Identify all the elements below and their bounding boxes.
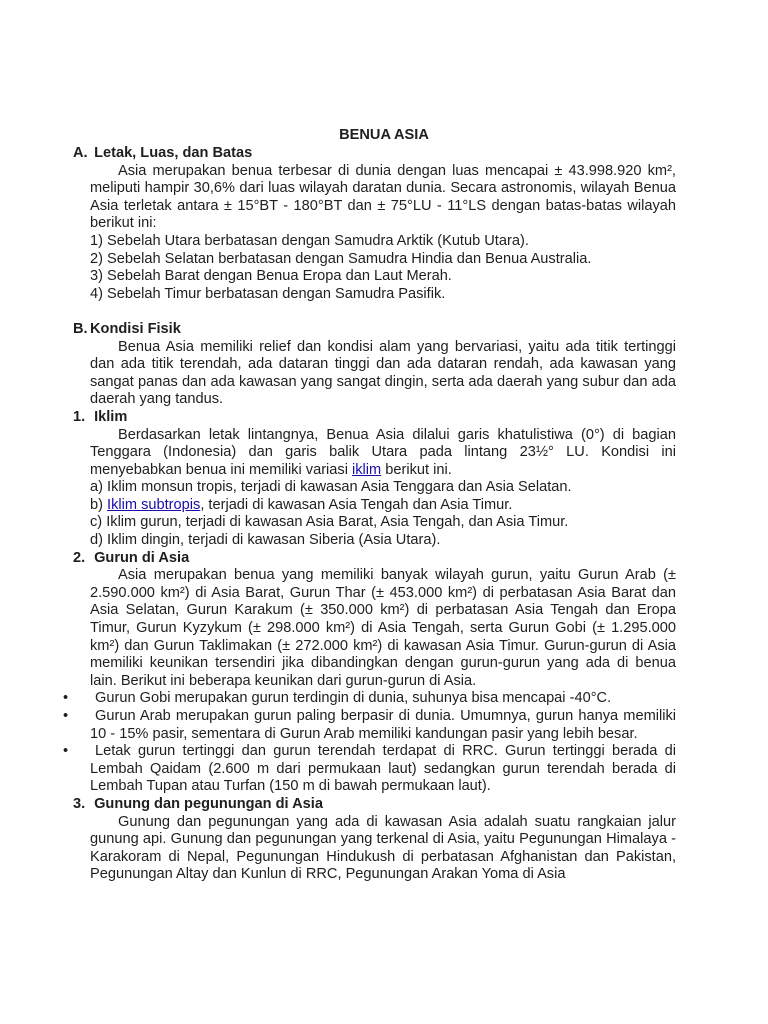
section-b-number: B. xyxy=(73,320,88,337)
desert-bullet xyxy=(63,690,676,708)
gunung-heading xyxy=(73,796,676,814)
iklim-paragraph-end: berikut ini. xyxy=(385,461,452,478)
gurun-title: Gurun di Asia xyxy=(94,549,190,566)
desert-bullet-text: Gurun Gobi merupakan gurun terdingin di dunia, suhunya bisa mencapai -40°C. xyxy=(95,690,612,707)
boundary-item: 4) Sebelah Timur berbatasan dengan Samudra Pasifik. xyxy=(90,285,446,302)
iklim-subtropis-link[interactable]: Iklim subtropis xyxy=(107,496,201,513)
climate-item: c) Iklim gurun, terjadi di kawasan Asia Barat, Asia Tengah, dan Asia Timur. xyxy=(90,514,569,531)
iklim-number: 1. xyxy=(73,408,86,425)
document-title: BENUA ASIA xyxy=(339,127,429,143)
iklim-paragraph xyxy=(90,427,676,480)
gunung-title: Gunung dan pegunungan di Asia xyxy=(94,795,323,812)
boundary-item: 1) Sebelah Utara berbatasan dengan Samudra Arktik (Kutub Utara). xyxy=(90,232,529,249)
desert-bullet-text: Gurun Arab merupakan gurun paling berpasir di dunia. Umumnya, gurun hanya memiliki 10 - 15% pasir, sementara di Gurun Arab memiliki kandungan pasir yang lebih besar. xyxy=(90,708,676,742)
boundary-item: 3) Sebelah Barat dengan Benua Eropa dan Laut Merah. xyxy=(90,268,452,285)
section-b-paragraph: Benua Asia memiliki relief dan kondisi alam yang bervariasi, yaitu ada titik tertinggi dan ada titik terendah, ada dataran tinggi dan ada dataran rendah, ada kawasan yang sangat panas dan ada kawasan yang sangat dingin, serta ada daerah yang subur dan ada daerah yang tandus. xyxy=(90,338,676,408)
gurun-paragraph: Asia merupakan benua yang memiliki banyak wilayah gurun, yaitu Gurun Arab (± 2.590.000 km²) di Asia Barat, Gurun Thar (± 453.000 km²) di perbatasan Asia Barat dan Asia Selatan, Gurun Karakum (± 350.000 km²) di perbatasan Asia Tengah dan Eropa Timur, Gurun Kyzykum (± 298.000 km²) di Asia Tengah, serta Gurun Gobi (± 1.295.000 km²) dan Gurun Taklimakan (± 272.000 km²) di kawasan Asia Timur. Gurun-gurun di Asia memiliki keunikan tersendiri jika dibandingkan dengan gurun-gurun yang ada di benua lain. Berikut ini beberapa keunikan dari gurun-gurun di Asia. xyxy=(90,567,676,689)
section-a-title: Letak, Luas, dan Batas xyxy=(94,145,253,161)
desert-bullet-text: Letak gurun tertinggi dan gurun terendah terdapat di RRC. Gurun tertinggi berada di Lembah Qaidam (2.600 m dari permukaan laut) sedangkan gurun terendah berada di Lembah Tupan atau Turfan (150 m di bawah permukaan laut). xyxy=(90,743,676,795)
bullet-marker: • xyxy=(63,690,69,707)
climate-item xyxy=(90,497,676,515)
section-b-title: Kondisi Fisik xyxy=(90,320,181,337)
climate-item-prefix: b) xyxy=(90,496,103,513)
desert-bullet xyxy=(63,708,676,743)
boundary-item: 2) Sebelah Selatan berbatasan dengan Samudra Hindia dan Benua Australia. xyxy=(90,250,592,267)
iklim-heading xyxy=(73,409,676,427)
spacer xyxy=(90,303,676,321)
section-a-number: A. xyxy=(73,145,88,161)
section-a-heading xyxy=(73,145,676,163)
section-b-heading xyxy=(73,321,676,339)
desert-bullet xyxy=(63,743,676,796)
climate-item: d) Iklim dingin, terjadi di kawasan Siberia (Asia Utara). xyxy=(90,532,441,549)
document-body xyxy=(63,145,676,884)
gunung-paragraph: Gunung dan pegunungan yang ada di kawasan Asia adalah suatu rangkaian jalur gunung api. Gunung dan pegunungan yang terkenal di Asia, yaitu Pegunungan Himalaya - Karakoram di Nepal, Pegunungan Hindukush di perbatasan Afghanistan dan Pakistan, Pegunungan Altay dan Kunlun di RRC, Pegunungan Arakan Yoma di Asia xyxy=(90,813,676,883)
bullet-marker: • xyxy=(63,743,69,760)
iklim-title: Iklim xyxy=(94,408,128,425)
climate-item: a) Iklim monsun tropis, terjadi di kawasan Asia Tenggara dan Asia Selatan. xyxy=(90,479,572,496)
gurun-number: 2. xyxy=(73,549,86,566)
bullet-marker: • xyxy=(63,708,69,724)
gurun-heading xyxy=(73,550,676,568)
climate-item-suffix: , terjadi di kawasan Asia Tengah dan Asia Timur. xyxy=(200,496,513,513)
iklim-paragraph-text: Berdasarkan letak lintangnya, Benua Asia dilalui garis khatulistiwa (0°) di bagian Tenggara (Indonesia) dan garis balik Utara pada lintang 23½° LU. Kondisi ini menyebabkan benua ini memiliki variasi xyxy=(90,426,676,478)
iklim-link[interactable]: iklim xyxy=(352,461,382,478)
section-a-paragraph: Asia merupakan benua terbesar di dunia dengan luas mencapai ± 43.998.920 km², meliputi hampir 30,6% dari luas wilayah daratan dunia. Secara astronomis, wilayah Benua Asia terletak antara ± 15°BT - 180°BT dan ± 75°LU - 11°LS dengan batas-batas wilayah berikut ini: xyxy=(90,162,676,232)
gunung-number: 3. xyxy=(73,795,86,812)
